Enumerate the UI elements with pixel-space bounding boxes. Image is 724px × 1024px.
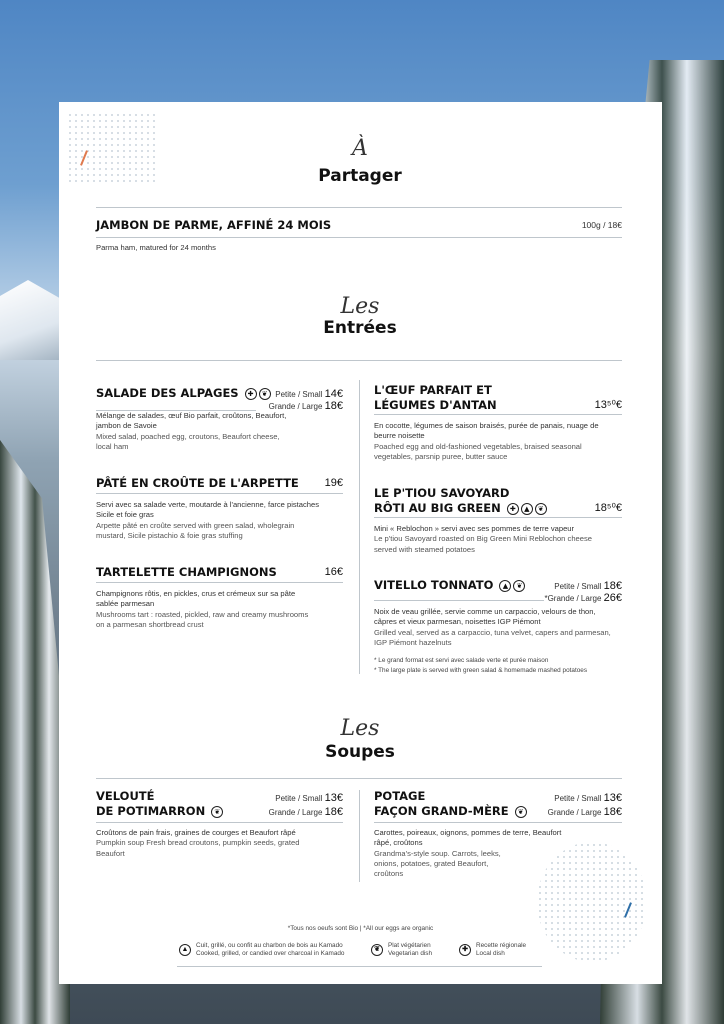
dish-desc-pate: Servi avec sa salade verte, moutarde à l'ancienne, farce pistaches Sicile et foie gras Arpette pâté en croûte served with green salad, wholegrain mustard, Sicile pistachio & foie gras stuffing [96, 500, 320, 540]
leaf-icon: ❦ [513, 580, 525, 592]
dish-price-pate: 19€ [324, 477, 343, 489]
dish-desc-ptiou: Mini « Reblochon » servi avec ses pommes de terre vapeur Le p'tiou Savoyard roasted on Big Green Mini Reblochon cheese served with steamed potatoes [374, 524, 593, 554]
price-large-potage: Grande / Large 18€ [547, 806, 622, 818]
dish-desc-potage: Carottes, poireaux, oignons, pommes de terre, Beaufort râpé, croûtons Grandma's-style soup. Carrots, leeks, onions, potatoes, grated Beaufort, croûtons [374, 828, 562, 879]
price-large-veloute: Grande / Large 18€ [268, 806, 343, 818]
dish-name-veloute: VELOUTÉ DE POTIMARRON ❦ [96, 789, 223, 819]
dot-pattern [67, 112, 157, 182]
dish-name-potage: POTAGE FAÇON GRAND-MÈRE ❦ [374, 789, 527, 819]
dish-price-tartelette: 16€ [324, 566, 343, 578]
flame-icon: ▲ [521, 503, 533, 515]
price-large-vitello: *Grande / Large 26€ [544, 592, 622, 604]
dish-desc-vitello: Noix de veau grillée, servie comme un carpaccio, velours de thon, câpres et vieux parmesan, noisettes IGP Piémont Grilled veal, served as a carpaccio, tuna velvet, capers and parmesan, IGP Piémont hazelnuts [374, 607, 611, 647]
divider [96, 582, 343, 583]
divider [96, 822, 343, 823]
dish-price-ptiou: 18⁵⁰€ [594, 502, 622, 514]
dish-name-jambon: JAMBON DE PARME, AFFINÉ 24 MOIS [96, 218, 332, 232]
menu-card [59, 102, 662, 984]
divider [374, 822, 622, 823]
dish-name-salade: SALADE DES ALPAGES ✚ ❦ [96, 386, 271, 401]
divider [374, 600, 544, 601]
column-divider [359, 380, 360, 674]
flame-icon: ▲ [179, 944, 191, 956]
leaf-icon: ❦ [259, 388, 271, 400]
price-small-veloute: Petite / Small 13€ [275, 792, 343, 804]
eggs-note: *Tous nos oeufs sont Bio | *All our eggs are organic [287, 925, 434, 932]
leaf-icon: ❦ [211, 806, 223, 818]
dish-name-vitello: VITELLO TONNATO ▲ ❦ [374, 578, 525, 593]
section-script: Les [340, 716, 380, 741]
savoie-cross-icon: ✚ [245, 388, 257, 400]
note-vitello-en: * The large plate is served with green salad & homemade mashed potatoes [374, 667, 588, 674]
divider [96, 360, 622, 361]
dish-desc-oeuf: En cocotte, légumes de saison braisés, purée de panais, nuage de beurre noisette Poached egg and old-fashioned vegetables, braised seasonal vegetables, parsnip puree, butter sauce [374, 421, 599, 461]
flame-icon: ▲ [499, 580, 511, 592]
dish-price-jambon: 100g / 18€ [581, 220, 622, 230]
divider [96, 778, 622, 779]
dish-price-oeuf: 13⁵⁰€ [594, 399, 622, 411]
note-vitello-fr: * Le grand format est servi avec salade verte et purée maison [374, 657, 549, 664]
savoie-cross-icon: ✚ [507, 503, 519, 515]
dish-desc-veloute: Croûtons de pain frais, graines de courges et Beaufort râpé Pumpkin soup Fresh bread croutons, pumpkin seeds, grated Beaufort [96, 828, 300, 858]
divider [374, 517, 622, 518]
dish-name-oeuf: L'ŒUF PARFAIT ET LÉGUMES D'ANTAN [374, 383, 497, 412]
leaf-icon: ❦ [371, 944, 383, 956]
price-small-vitello: Petite / Small 18€ [554, 580, 622, 592]
column-divider [359, 790, 360, 882]
section-title-entrees: Entrées [323, 318, 397, 338]
leaf-icon: ❦ [515, 806, 527, 818]
savoie-cross-icon: ✚ [459, 944, 471, 956]
price-small-salade: Petite / Small 14€ [275, 388, 343, 400]
divider [177, 966, 542, 967]
legend-local: ✚ Recette régionale Local dish [457, 942, 507, 958]
section-script: À [352, 136, 368, 161]
section-title-soupes: Soupes [325, 742, 395, 762]
price-small-potage: Petite / Small 13€ [554, 792, 622, 804]
dish-name-tartelette: TARTELETTE CHAMPIGNONS [96, 565, 277, 579]
dish-name-pate: PÂTÉ EN CROÛTE DE L'ARPETTE [96, 476, 299, 490]
dish-name-ptiou: LE P'TIOU SAVOYARD RÔTI AU BIG GREEN ✚ ▲ ❦ [374, 486, 547, 516]
section-script: Les [340, 294, 380, 319]
divider [96, 237, 622, 238]
dish-desc-salade: Mélange de salades, œuf Bio parfait, croûtons, Beaufort, jambon de Savoie Mixed salad, poached egg, croutons, Beaufort cheese, local ham [96, 411, 287, 451]
section-title-partager: Partager [318, 166, 402, 186]
leaf-icon: ❦ [535, 503, 547, 515]
dish-desc-jambon: Parma ham, matured for 24 months [96, 243, 216, 252]
divider [374, 414, 622, 415]
divider [96, 207, 622, 208]
dish-desc-tartelette: Champignons rôtis, en pickles, crus et crémeux sur sa pâte sablée parmesan Mushrooms tart : roasted, pickled, raw and creamy mushrooms on a parmesan shortbread crust [96, 589, 309, 629]
legend-veg: ❦ Plat végétarien Vegetarian dish [369, 942, 413, 958]
divider [96, 493, 343, 494]
legend-kamado: ▲ Cuit, grillé, ou confit au charbon de bois au Kamado Cooked, grilled, or candied over charcoal in Kamado [177, 942, 326, 958]
price-large-salade: Grande / Large 18€ [268, 400, 343, 412]
